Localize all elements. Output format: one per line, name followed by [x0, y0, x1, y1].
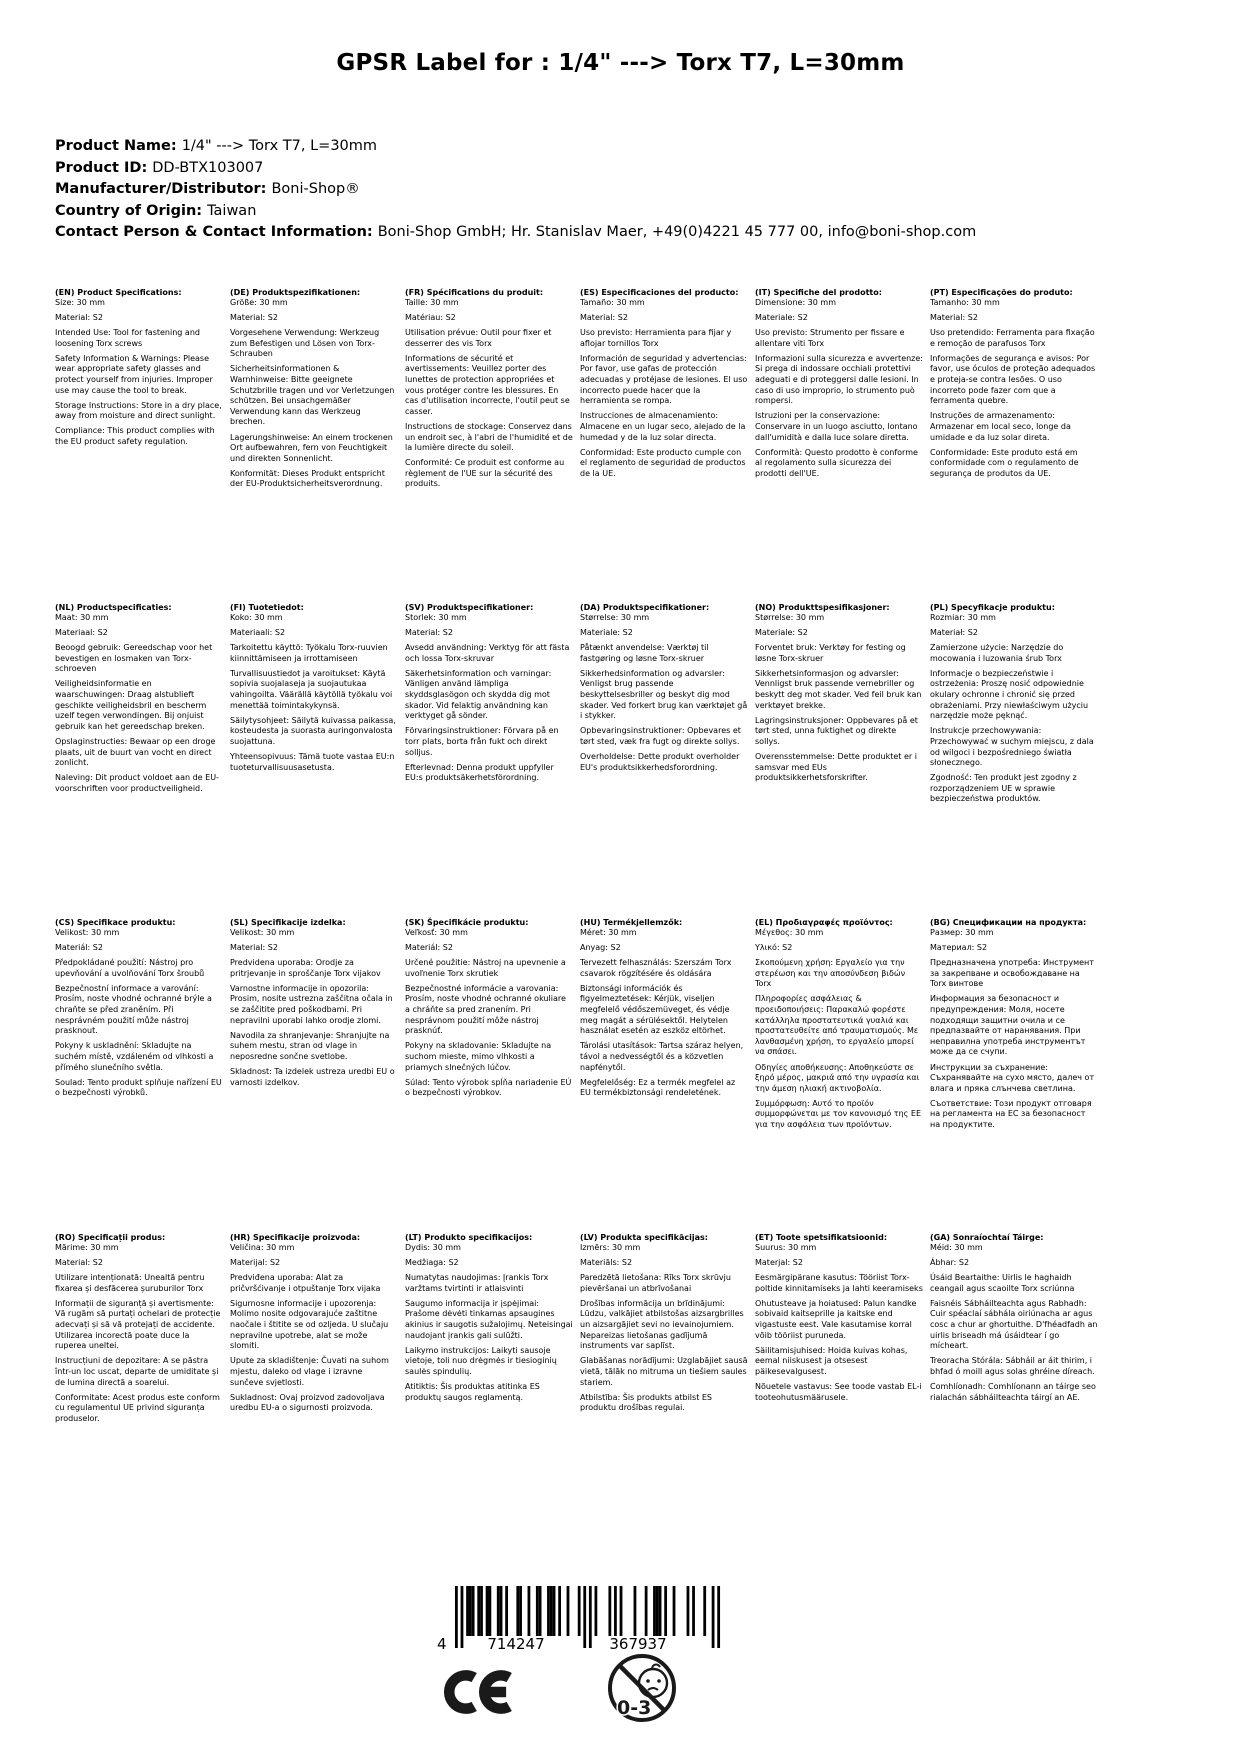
spec-paragraph: Overensstemmelse: Dette produktet er i samsvar med EUs produktsikkerhetsforskrifter.	[755, 752, 917, 783]
spec-paragraph: Eesmärgipärane kasutus: Tööriist Torx-poltide kinnitamiseks ja lahti keeramiseks	[755, 1273, 923, 1293]
spec-paragraph: Rozmiar: 30 mm	[930, 613, 996, 622]
spec-paragraph: Úsáid Beartaithe: Uirlis le haghaidh ceangail agus scaoilte Torx scriúnna	[930, 1273, 1075, 1293]
product-info-value: 1/4" ---> Torx T7, L=30mm	[181, 138, 378, 154]
language-spec-block	[755, 603, 923, 788]
age-warning-icon	[606, 1650, 678, 1726]
spec-paragraph: Lagerungshinweise: An einem trockenen Ort aufbewahren, fern von Feuchtigkeit und direkten Sonnenlicht.	[230, 432, 393, 463]
spec-paragraph: Material: S2	[230, 943, 278, 953]
spec-paragraph: Opslaginstructies: Bewaar op een droge plaats, uit de buurt van vocht en direct zonlicht.	[55, 736, 216, 768]
spec-heading: (SV) Produktspecifikationer:	[405, 603, 534, 612]
spec-paragraph: Atitiktis: Šis produktas atitinka ES produktų saugos reglamentą.	[405, 1382, 540, 1402]
spec-heading: (DE) Produktspezifikationen:	[230, 288, 361, 297]
spec-paragraph: Συμμόρφωση: Αυτό το προϊόν συμμορφώνεται με τον κανονισμό της ΕΕ για την ασφάλεια των προϊόντων.	[755, 1098, 921, 1129]
spec-paragraph: Compliance: This product complies with the EU product safety regulation.	[55, 426, 215, 447]
spec-paragraphs	[580, 928, 748, 1099]
spec-heading: (NO) Produkttspesifikasjoner:	[755, 603, 890, 612]
age-warning-label: 0-3	[617, 1697, 652, 1719]
spec-paragraph: Méret: 30 mm	[580, 928, 637, 937]
spec-paragraph: Størrelse: 30 mm	[755, 613, 825, 622]
spec-paragraph: Πληροφορίες ασφάλειας & προειδοποιήσεις: Παρακαλώ φορέστε κατάλληλα προστατευτικά γυαλιά και προστατευθείτε από τραυματισμούς. Με λανθασμένη χρήση, το εργαλείο μπορεί να σπάσει.	[755, 994, 919, 1057]
spec-paragraph: Mărime: 30 mm	[55, 1243, 119, 1252]
spec-paragraphs	[755, 613, 923, 784]
spec-paragraph: Beoogd gebruik: Gereedschap voor het bevestigen en losmaken van Torx-schroeven	[55, 643, 213, 674]
spec-paragraph: Materiaal: S2	[55, 628, 108, 638]
spec-paragraph: Οδηγίες αποθήκευσης: Αποθηκεύστε σε ξηρό μέρος, μακριά από την υγρασία και την άμεση ηλιακή ακτινοβολία.	[755, 1062, 920, 1093]
spec-paragraph: Veličina: 30 mm	[230, 1243, 295, 1252]
language-spec-block	[230, 1233, 398, 1418]
spec-paragraph: Veiligheidsinformatie en waarschuwingen: Draag alstublieft geschikte veiligheidsbril en bescherm uzelf tegen verwondingen. Bij onjuist gebruik kan het gereedschap breken.	[55, 679, 207, 731]
spec-paragraph: Dimensione: 30 mm	[755, 298, 836, 307]
language-spec-block	[580, 918, 748, 1103]
spec-paragraph: Informations de sécurité et avertissements: Veuillez porter des lunettes de protection appropriées et vous protéger contre les blessures. En cas d'utilisation incorrecte, l'outil peut se casser.	[405, 353, 570, 416]
spec-paragraph: Biztonsági információk és figyelmeztetések: Kérjük, viseljen megfelelő védőszemüveget, és védje meg magát a sérülésektől. Helytelen használat esetén az eszköz eltörhet.	[580, 983, 730, 1036]
language-spec-block	[405, 603, 573, 788]
language-spec-block	[230, 918, 398, 1093]
spec-paragraph: Größe: 30 mm	[230, 298, 288, 307]
ean13-barcode	[435, 1586, 735, 1662]
spec-heading: (EL) Προδιαγραφές προϊόντος:	[755, 918, 893, 927]
spec-paragraph: Naleving: Dit product voldoet aan de EU-voorschriften voor productveiligheid.	[55, 773, 219, 793]
spec-heading: (PT) Especificações do produto:	[930, 288, 1073, 297]
spec-paragraphs	[755, 1243, 923, 1403]
product-info-value: Boni-Shop®	[271, 181, 360, 197]
spec-heading: (RO) Specificații produs:	[55, 1233, 166, 1242]
spec-paragraph: Méid: 30 mm	[930, 1243, 983, 1252]
spec-paragraph: Materiaali: S2	[230, 628, 286, 638]
barcode-digits-right: 367937	[609, 1635, 667, 1653]
spec-paragraph: Υλικό: S2	[755, 943, 793, 953]
spec-heading: (NL) Productspecificaties:	[55, 603, 172, 612]
product-info-line	[55, 179, 976, 201]
spec-paragraph: Treoracha Stórála: Sábháil ar áit thirim, i bhfad ó moill agus solas ghréine díreach.	[930, 1356, 1095, 1376]
language-spec-block	[755, 1233, 923, 1408]
spec-paragraphs	[930, 613, 1098, 805]
spec-paragraph: Materiál: S2	[405, 943, 453, 953]
language-spec-block	[930, 603, 1098, 810]
spec-paragraph: Материал: S2	[930, 943, 988, 953]
spec-paragraph: Předpokládané použití: Nástroj pro upevňování a uvolňování Torx šroubů	[55, 958, 205, 978]
spec-paragraph: Utilizare intenționată: Unealtă pentru fixarea și desfăcerea șuruburilor Torx	[55, 1273, 205, 1293]
spec-paragraph: Tarkoitettu käyttö: Työkalu Torx-ruuvien kiinnittämiseen ja irrottamiseen	[230, 643, 388, 663]
spec-paragraph: Materiale: S2	[755, 313, 808, 323]
spec-paragraph: Vorgesehene Verwendung: Werkzeug zum Befestigen und Lösen von Torx-Schrauben	[230, 328, 380, 359]
spec-heading: (SK) Špecifikácie produktu:	[405, 918, 529, 927]
spec-paragraph: Taille: 30 mm	[405, 298, 459, 307]
spec-paragraph: Sigurnosne informacije i upozorenja: Molimo nosite odgovarajuće zaštitne naočale i štitite se od ozljeda. U slučaju nepravilne upotrebe, alat se može slomiti.	[230, 1298, 389, 1351]
spec-paragraph: Pokyny na skladovanie: Skladujte na suchom mieste, mimo vlhkosti a priamych slnečných lúčov.	[405, 1041, 552, 1072]
barcode-digit-prefix: 4	[437, 1635, 447, 1653]
spec-paragraphs	[55, 1243, 223, 1424]
spec-paragraph: Materiale: S2	[755, 628, 808, 638]
spec-paragraph: Maat: 30 mm	[55, 613, 109, 622]
language-blocks-grid	[55, 288, 1195, 1548]
spec-heading: (PL) Specyfikacje produktu:	[930, 603, 1055, 612]
product-info	[55, 136, 976, 244]
spec-paragraph: Numatytas naudojimas: Įrankis Torx varžtams tvirtinti ir atlaisvinti	[405, 1273, 549, 1293]
spec-paragraphs	[580, 613, 748, 773]
spec-heading: (DA) Produktspecifikationer:	[580, 603, 710, 612]
spec-paragraph: Material: S2	[230, 313, 278, 323]
spec-paragraph: Materijal: S2	[230, 1258, 281, 1268]
spec-paragraph: Съответствие: Този продукт отговаря на регламента на ЕС за безопасност на продуктите.	[930, 1098, 1092, 1129]
age-warning	[606, 1650, 678, 1730]
language-spec-block	[755, 918, 923, 1135]
spec-paragraph: Paredzētā lietošana: Rīks Torx skrūvju pievēršanai un atbrīvošanai	[580, 1273, 731, 1293]
spec-paragraph: Tamaño: 30 mm	[580, 298, 645, 307]
spec-paragraph: Informacje o bezpieczeństwie i ostrzeżenia: Proszę nosić odpowiednie okulary ochronne i chronić się przed obrażeniami. Przy niewłaściwym użyciu narzędzie może pęknąć.	[930, 668, 1089, 721]
spec-paragraph: Skladnost: Ta izdelek ustreza uredbi EU o varnosti izdelkov.	[230, 1067, 395, 1087]
spec-paragraph: Σκοπούμενη χρήση: Εργαλείο για την στερέωση και την αποσύνδεση βιδών Torx	[755, 958, 906, 989]
language-spec-block	[930, 1233, 1098, 1408]
spec-paragraph: Tervezett felhasználás: Szerszám Torx csavarok rögzítésére és oldására	[580, 958, 732, 978]
spec-paragraph: Bezpečnostné informácie a varovania: Prosím, noste vhodné ochranné okuliare a chráňte sa pred zranením. Pri nesprávnom použití môže nástroj prasknúť.	[405, 983, 566, 1036]
spec-paragraph: Intended Use: Tool for fastening and loosening Torx screws	[55, 328, 200, 348]
spec-paragraph: Størrelse: 30 mm	[580, 613, 650, 622]
spec-paragraph: Tárolási utasítások: Tartsa száraz helyen, távol a nedvességtől és a közvetlen napfénytől.	[580, 1041, 744, 1072]
language-spec-block	[55, 1233, 223, 1429]
spec-paragraph: Saugumo informacija ir įspėjimai: Prašome dėvėti tinkamas apsaugines akinius ir saugotis sužalojimų. Neteisingai naudojant įrankis gali sulūžti.	[405, 1298, 573, 1340]
barcode-icon	[435, 1586, 735, 1662]
spec-paragraph: Sikkerhedsinformation og advarsler: Venligst brug passende beskyttelsesbriller og beskyt dig mod skader. Ved forkert brug kan værktøjet gå i stykker.	[580, 668, 748, 721]
spec-paragraph: Material: S2	[55, 1258, 103, 1268]
spec-paragraph: Glabāšanas norādījumi: Uzglabājiet sausā vietā, tālāk no mitruma un tiešiem saules stariem.	[580, 1356, 748, 1387]
spec-paragraphs	[230, 1243, 398, 1414]
spec-paragraph: Súlad: Tento výrobok spĺňa nariadenie EÚ o bezpečnosti výrobkov.	[405, 1077, 572, 1098]
product-info-line	[55, 158, 976, 180]
spec-paragraph: Påtænkt anvendelse: Værktøj til fastgøring og løsne Torx-skruer	[580, 643, 709, 663]
spec-paragraph: Conformitate: Acest produs este conform cu regulamentul UE privind siguranța produselor.	[55, 1392, 220, 1423]
spec-paragraph: Informazioni sulla sicurezza e avvertenze: Si prega di indossare occhiali protettivi adeguati e di proteggersi dalle lesioni. In caso di uso improprio, lo strumento può rompersi.	[755, 353, 923, 406]
language-spec-block	[580, 1233, 748, 1418]
spec-paragraph: Overholdelse: Dette produkt overholder EU's produktsikkerhedsforordning.	[580, 752, 740, 772]
spec-paragraph: Opbevaringsinstruktioner: Opbevares et tørt sted, væk fra fugt og direkte sollys.	[580, 726, 741, 746]
spec-paragraphs	[55, 928, 223, 1099]
spec-heading: (IT) Specifiche del prodotto:	[755, 288, 882, 297]
spec-heading: (HU) Termékjellemzők:	[580, 918, 683, 927]
language-spec-block	[405, 918, 573, 1103]
spec-paragraph: Matériau: S2	[405, 313, 456, 323]
product-info-label: Product Name:	[55, 138, 177, 154]
spec-paragraph: Uso previsto: Strumento per fissare e allentare viti Torx	[755, 328, 905, 348]
spec-paragraphs	[930, 298, 1098, 479]
spec-paragraph: Instructions de stockage: Conservez dans un endroit sec, à l'abri de l'humidité et de la lumière directe du soleil.	[405, 421, 573, 453]
spec-heading: (CS) Specifikace produktu:	[55, 918, 176, 927]
spec-paragraphs	[55, 613, 223, 794]
product-info-line	[55, 222, 976, 244]
spec-paragraph: Μέγεθος: 30 mm	[755, 928, 824, 937]
product-info-label: Country of Origin:	[55, 202, 203, 219]
spec-paragraph: Säkerhetsinformation och varningar: Vänligen använd lämpliga skyddsglasögon och skydda dig mot skador. Vid felaktig användning kan verktyget gå sönder.	[405, 668, 552, 721]
product-info-value: Taiwan	[207, 202, 257, 219]
spec-paragraphs	[580, 1243, 748, 1414]
spec-heading: (SL) Specifikacije izdelka:	[230, 918, 346, 927]
spec-paragraph: Material: S2	[580, 313, 628, 323]
spec-paragraph: Velikost: 30 mm	[55, 928, 120, 937]
spec-paragraphs	[55, 298, 223, 448]
spec-paragraph: Faisnéis Sábháilteachta agus Rabhadh: Cuir spéaclaí sábhála oiriúnacha ar agus cosc a chur ar ghortuithe. D'fhéadfadh an uirlis briseadh má úsáidtear í go mícheart.	[930, 1298, 1098, 1351]
spec-paragraphs	[755, 928, 923, 1131]
spec-paragraph: Koko: 30 mm	[230, 613, 283, 622]
spec-paragraph: Predvidena uporaba: Orodje za pritrjevanje in sproščanje Torx vijakov	[230, 958, 381, 978]
spec-paragraph: Säilitamisjuhised: Hoida kuivas kohas, eemal niiskusest ja otsesest päikesevalgusest.	[755, 1345, 908, 1376]
spec-paragraph: Safety Information & Warnings: Please wear appropriate safety glasses and protect yourself from injuries. Improper use may cause the tool to break.	[55, 353, 213, 395]
spec-paragraph: Comhlíonadh: Comhlíonann an táirge seo rialachán sábháilteachta táirgí an AE.	[930, 1382, 1096, 1402]
spec-heading: (ES) Especificaciones del producto:	[580, 288, 739, 297]
spec-paragraph: Turvallisuustiedot ja varoitukset: Käytä sopivia suojalaseja ja suojautukaa vahingoilta. Väärällä käytöllä työkalu voi menettää toimintakykynsä.	[230, 668, 393, 710]
ce-mark-icon	[444, 1662, 528, 1722]
spec-paragraph: Informații de siguranță și avertismente: Vă rugăm să purtați ochelari de protecție adecvați și să vă protejați de accidente. Utilizarea incorectă poate duce la ruperea uneltei.	[55, 1298, 221, 1351]
spec-paragraph: Informações de segurança e avisos: Por favor, use óculos de proteção adequados e proteja-se contra lesões. O uso incorreto pode fazer com que a ferramenta quebre.	[930, 353, 1096, 406]
spec-paragraph: Ábhar: S2	[930, 1258, 970, 1268]
language-spec-block	[405, 1233, 573, 1408]
product-info-value: Boni-Shop GmbH; Hr. Stanislav Maer, +49(0)4221 45 777 00, info@boni-shop.com	[377, 224, 977, 240]
spec-paragraph: Soulad: Tento produkt splňuje nařízení EU o bezpečnosti výrobků.	[55, 1077, 222, 1098]
spec-paragraph: Istruzioni per la conservazione: Conservare in un luogo asciutto, lontano dall'umidità e dalla luce solare diretta.	[755, 411, 918, 442]
spec-paragraph: Materiale: S2	[580, 628, 633, 638]
language-spec-block	[930, 288, 1098, 484]
product-info-line	[55, 201, 976, 223]
spec-paragraph: Navodila za shranjevanje: Shranjujte na suhem mestu, stran od vlage in neposredne sončne svetlobe.	[230, 1030, 390, 1061]
spec-paragraph: Размер: 30 mm	[930, 928, 994, 937]
spec-paragraph: Materiál: S2	[55, 943, 103, 953]
spec-paragraph: Ohutusteave ja hoiatused: Palun kandke sobivaid kaitseprille ja kaitske end vigastuste eest. Vale kasutamise korral võib tööriist puruneda.	[755, 1298, 917, 1340]
spec-heading: (FR) Spécifications du produit:	[405, 288, 544, 297]
language-spec-block	[755, 288, 923, 484]
spec-paragraph: Efterlevnad: Denna produkt uppfyller EU:s produktsäkerhetsförordning.	[405, 762, 554, 783]
spec-paragraphs	[405, 928, 573, 1099]
spec-paragraph: Size: 30 mm	[55, 298, 105, 307]
spec-paragraphs	[405, 1243, 573, 1403]
language-spec-block	[580, 288, 748, 484]
spec-paragraph: Uso pretendido: Ferramenta para fixação e remoção de parafusos Torx	[930, 328, 1095, 348]
spec-paragraph: Lagringsinstruksjoner: Oppbevares på et tørt sted, unna fuktighet og direkte sollys.	[755, 715, 918, 746]
spec-paragraph: Megfelelőség: Ez a termék megfelel az EU termékbiztonsági rendeletének.	[580, 1077, 736, 1098]
spec-paragraph: Instrucțiuni de depozitare: A se păstra într-un loc uscat, departe de umiditate și de lumina directă a soarelui.	[55, 1356, 219, 1387]
spec-paragraph: Bezpečnostní informace a varování: Prosím, noste vhodné ochranné brýle a chraňte se před zraněním. Při nesprávném použití může nástroj prasknout.	[55, 983, 212, 1036]
spec-paragraph: Konformität: Dieses Produkt entspricht der EU-Produktsicherheitsverordnung.	[230, 468, 385, 489]
spec-paragraph: Förvaringsinstruktioner: Förvara på en torr plats, borta från fukt och direkt solljus.	[405, 726, 559, 757]
spec-paragraphs	[230, 928, 398, 1088]
spec-paragraph: Sicherheitsinformationen & Warnhinweise: Bitte geeignete Schutzbrille tragen und vor Verletzungen schützen. Bei unsachgemäßer Verwendung kann das Werkzeug brechen.	[230, 364, 395, 427]
spec-paragraph: Laikymo instrukcijos: Laikyti sausoje vietoje, toli nuo drėgmės ir tiesioginių saulės spindulių.	[405, 1345, 557, 1376]
language-spec-block	[230, 288, 398, 495]
spec-paragraph: Conformidad: Este producto cumple con el reglamento de seguridad de productos de la UE.	[580, 447, 746, 478]
spec-paragraph: Materjal: S2	[755, 1258, 803, 1268]
spec-paragraph: Suurus: 30 mm	[755, 1243, 817, 1252]
spec-paragraph: Material: S2	[55, 313, 103, 323]
spec-paragraph: Velikost: 30 mm	[230, 928, 295, 937]
spec-heading: (EN) Product Specifications:	[55, 288, 182, 297]
product-info-label: Product ID:	[55, 159, 148, 176]
spec-paragraph: Instruções de armazenamento: Armazenar em local seco, longe da umidade e da luz solar direta.	[930, 411, 1071, 442]
spec-heading: (FI) Tuotetiedot:	[230, 603, 304, 612]
spec-paragraph: Utilisation prévue: Outil pour fixer et desserrer des vis Torx	[405, 328, 552, 348]
spec-paragraph: Sukladnost: Ovaj proizvod zadovoljava uredbu EU-a o sigurnosti proizvoda.	[230, 1392, 385, 1413]
spec-paragraph: Instrukcje przechowywania: Przechowywać w suchym miejscu, z dala od wilgoci i bezpośredniego światła słonecznego.	[930, 726, 1094, 768]
language-spec-block	[580, 603, 748, 778]
spec-paragraph: Upute za skladištenje: Čuvati na suhom mjestu, daleko od vlage i izravne sunčeve svjetlosti.	[230, 1356, 389, 1387]
language-spec-block	[405, 288, 573, 495]
spec-paragraph: Veľkosť: 30 mm	[405, 928, 468, 937]
spec-paragraphs	[930, 1243, 1098, 1403]
spec-paragraph: Medžiaga: S2	[405, 1258, 459, 1268]
product-info-value: DD-BTX103007	[152, 159, 264, 176]
spec-heading: (ET) Toote spetsifikatsioonid:	[755, 1233, 888, 1242]
spec-paragraph: Zamierzone użycie: Narzędzie do mocowania i luzowania śrub Torx	[930, 643, 1064, 663]
spec-paragraphs	[405, 298, 573, 490]
spec-paragraph: Materiāls: S2	[580, 1258, 633, 1268]
page-title: GPSR Label for : 1/4" ---> Torx T7, L=30mm	[336, 50, 905, 76]
spec-heading: (LT) Produkto specifikacijos:	[405, 1233, 533, 1242]
spec-paragraph: Информация за безопасност и предупреждения: Моля, носете подходящи защитни очила и се предпазвайте от наранявания. При неправилна употреба инструментът може да се счупи.	[930, 994, 1086, 1057]
spec-paragraph: Drošības informācija un brīdinājumi: Lūdzu, valkājiet atbilstošas aizsargbrilles un aizsargājiet sevi no ievainojumiem. Nepareizas lietošanas gadījumā instruments var saplīst.	[580, 1298, 744, 1351]
spec-paragraphs	[930, 928, 1098, 1131]
product-info-label: Contact Person & Contact Information:	[55, 224, 373, 240]
spec-paragraph: Pokyny k uskladnění: Skladujte na suchém místě, vzdáleném od vlhkosti a přímého slunečního světla.	[55, 1041, 214, 1072]
spec-paragraphs	[230, 298, 398, 490]
spec-paragraph: Storage Instructions: Store in a dry place, away from moisture and direct sunlight.	[55, 400, 222, 421]
language-spec-block	[55, 918, 223, 1103]
spec-paragraph: Instrucciones de almacenamiento: Almacene en un lugar seco, alejado de la humedad y de la luz solar directa.	[580, 411, 746, 442]
spec-paragraph: Materiał: S2	[930, 628, 978, 638]
spec-paragraph: Zgodność: Ten produkt jest zgodny z rozporządzeniem UE w sprawie bezpieczeństwa produktów.	[930, 773, 1077, 804]
spec-paragraph: Yhteensopivuus: Tämä tuote vastaa EU:n tuoteturvallisuusasetusta.	[230, 752, 395, 772]
spec-heading: (HR) Specifikacije proizvoda:	[230, 1233, 361, 1242]
spec-paragraph: Uso previsto: Herramienta para fijar y aflojar tornillos Torx	[580, 328, 732, 348]
barcode-digits-left: 714247	[487, 1635, 545, 1653]
spec-paragraph: Určené použitie: Nástroj na upevnenie a uvoľnenie Torx skrutiek	[405, 958, 566, 978]
language-spec-block	[55, 288, 223, 452]
spec-paragraph: Material: S2	[405, 628, 453, 638]
language-spec-block	[55, 603, 223, 799]
spec-paragraph: Säilytysohjeet: Säilytä kuivassa paikassa, kosteudesta ja suorasta auringonvalosta suojattuna.	[230, 715, 396, 746]
spec-paragraph: Conformité: Ce produit est conforme au règlement de l'UE sur la sécurité des produits.	[405, 458, 565, 489]
spec-paragraph: Información de seguridad y advertencias: Por favor, use gafas de protección adecuadas y protéjase de lesiones. El uso incorrecto puede hacer que la herramienta se rompa.	[580, 353, 748, 406]
spec-paragraph: Tamanho: 30 mm	[930, 298, 1000, 307]
language-spec-block	[230, 603, 398, 778]
spec-paragraph: Atbilstība: Šis produkts atbilst ES produktu drošības regulai.	[580, 1392, 713, 1413]
spec-paragraph: Avsedd användning: Verktyg för att fästa och lossa Torx-skruvar	[405, 643, 570, 663]
spec-paragraph: Nõuetele vastavus: See toode vastab EL-i tooteohutusmäärusele.	[755, 1382, 922, 1402]
spec-paragraph: Forventet bruk: Verktøy for festing og løsne Torx-skruer	[755, 643, 906, 663]
product-info-label: Manufacturer/Distributor:	[55, 181, 267, 197]
spec-paragraph: Инструкции за съхранение: Съхранявайте на сухо място, далеч от влага и пряка слънчева светлина.	[930, 1062, 1095, 1093]
product-info-line	[55, 136, 976, 158]
spec-heading: (LV) Produkta specifikācijas:	[580, 1233, 708, 1242]
spec-paragraphs	[230, 613, 398, 773]
spec-heading: (BG) Спецификации на продукта:	[930, 918, 1087, 927]
ce-marking	[444, 1662, 528, 1726]
spec-paragraphs	[755, 298, 923, 479]
spec-paragraphs	[405, 613, 573, 784]
spec-paragraph: Izmērs: 30 mm	[580, 1243, 641, 1252]
spec-paragraph: Sikkerhetsinformasjon og advarsler: Vennligst bruk passende vernebriller og beskytt deg mot skader. Ved feil bruk kan verktøyet brekke.	[755, 668, 922, 710]
spec-paragraph: Conformidade: Este produto está em conformidade com o regulamento de segurança de produtos da UE.	[930, 447, 1079, 478]
spec-paragraph: Predviđena uporaba: Alat za pričvršćivanje i otpuštanje Torx vijaka	[230, 1273, 381, 1293]
spec-paragraph: Varnostne informacije in opozorila: Prosim, nosite ustrezna zaščitna očala in se zaščitite pred poškodbami. Pri nepravilni uporabi lahko orodje zlomi.	[230, 983, 393, 1025]
language-spec-block	[930, 918, 1098, 1135]
spec-paragraph: Предназначена употреба: Инструмент за закрепване и освобождаване на Torx винтове	[930, 958, 1094, 989]
spec-paragraph: Dydis: 30 mm	[405, 1243, 461, 1252]
spec-heading: (GA) Sonraíochtaí Táirge:	[930, 1233, 1044, 1242]
spec-paragraph: Anyag: S2	[580, 943, 621, 953]
spec-paragraph: Material: S2	[930, 313, 978, 323]
spec-paragraphs	[580, 298, 748, 479]
spec-paragraph: Conformità: Questo prodotto è conforme al regolamento sulla sicurezza dei prodotti dell'UE.	[755, 447, 918, 478]
spec-paragraph: Storlek: 30 mm	[405, 613, 467, 622]
